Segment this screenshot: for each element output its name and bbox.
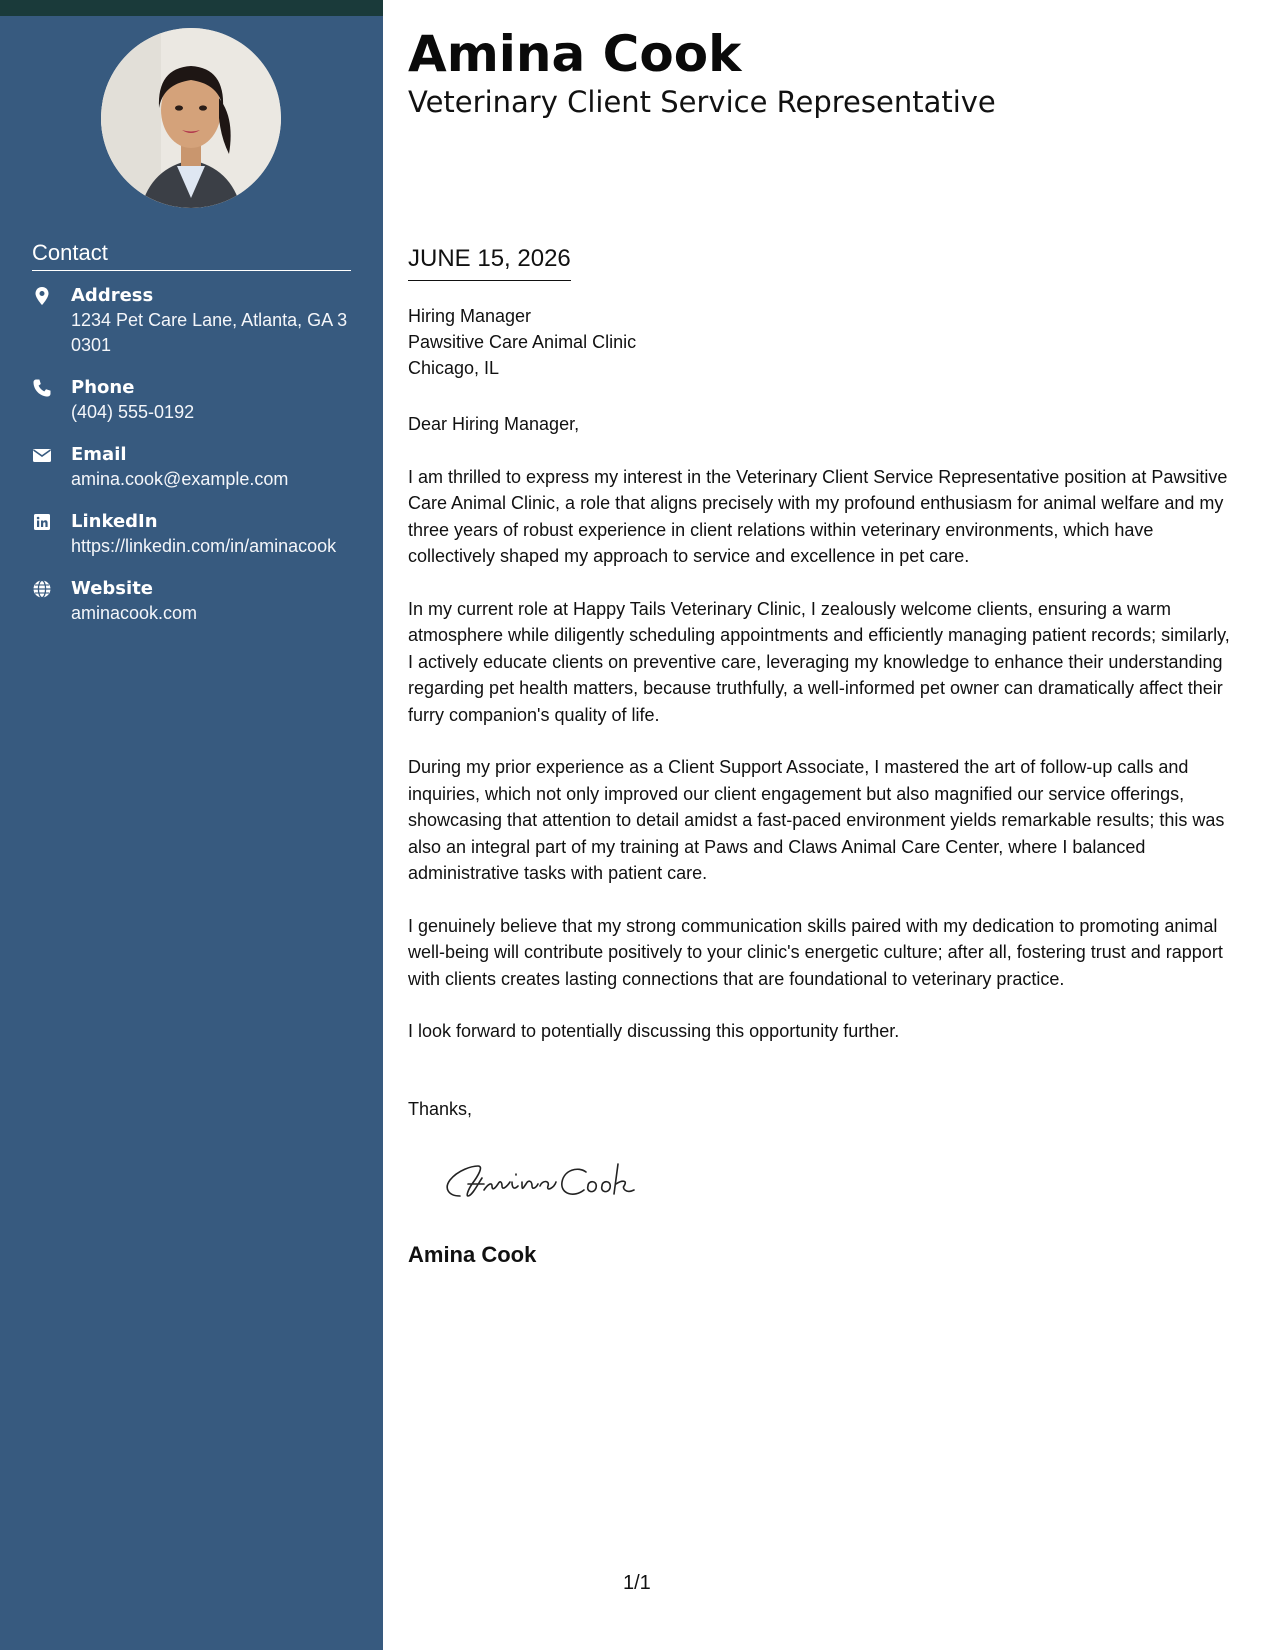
contact-website	[32, 577, 352, 626]
page-number: 1/1	[623, 1572, 651, 1594]
letter-paragraph: I am thrilled to express my interest in the Veterinary Client Service Representative position at Pawsitive Care Animal Clinic, a role that aligns precisely with my profound enthusiasm for animal welfare and my three years of robust experience in client relations within veterinary environments, which have collectively shaped my approach to service and excellence in pet care.	[408, 466, 1228, 566]
contact-linkedin-label: LinkedIn	[71, 511, 158, 532]
contact-address	[32, 284, 352, 358]
applicant-name: Amina Cook	[408, 25, 742, 83]
contact-address-label: Address	[71, 285, 154, 306]
letter-paragraph: In my current role at Happy Tails Veterinary Clinic, I zealously welcome clients, ensuring a warm atmosphere while diligently scheduling appointments and efficiently managing patient records; similarly, I actively educate clients on preventive care, leveraging my knowledge to enhance their understanding regarding pet health matters, because truthfully, a well-informed pet owner can dramatically affect their furry companion's quality of life.	[408, 598, 1230, 725]
salutation: Dear Hiring Manager,	[408, 414, 580, 434]
phone-icon	[32, 378, 52, 398]
recipient-company: Pawsitive Care Animal Clinic	[408, 332, 637, 352]
contact-phone	[32, 376, 352, 425]
letter-paragraph: I genuinely believe that my strong communication skills paired with my dedication to promoting animal well-being will contribute positively to your clinic's energetic culture; after all, fostering trust and rapport with clients creates lasting connections that are foundational to veterinary practice.	[408, 915, 1223, 989]
recipient-name: Hiring Manager	[408, 306, 532, 326]
recipient-block	[408, 303, 636, 381]
sidebar-top-accent	[0, 0, 383, 16]
map-pin-icon	[32, 286, 52, 306]
contact-phone-value: (404) 555-0192	[71, 402, 195, 422]
signature	[438, 1150, 668, 1210]
contact-phone-label: Phone	[71, 377, 135, 398]
contact-heading: Contact	[32, 240, 351, 271]
envelope-icon	[32, 445, 52, 465]
avatar	[101, 28, 281, 208]
contact-list	[32, 284, 352, 644]
recipient-location: Chicago, IL	[408, 358, 500, 378]
sidebar	[0, 0, 383, 1650]
contact-linkedin	[32, 510, 352, 559]
contact-email	[32, 443, 352, 492]
letter-paragraph: I look forward to potentially discussing this opportunity further.	[408, 1021, 900, 1041]
contact-email-value[interactable]: amina.cook@example.com	[71, 469, 289, 489]
signer-name: Amina Cook	[408, 1242, 537, 1267]
letter-paragraph: During my prior experience as a Client Support Associate, I mastered the art of follow-up calls and inquiries, which not only improved our client engagement but also magnified our service offerings, showcasing that attention to detail amidst a fast-paced environment yields remarkable results; this was also an integral part of my training at Paws and Claws Animal Care Center, where I balanced administrative tasks with patient care.	[408, 757, 1225, 883]
globe-icon	[32, 579, 52, 599]
job-title: Veterinary Client Service Representative	[408, 85, 996, 119]
contact-linkedin-value[interactable]: https://linkedin.com/in/aminacook	[71, 536, 337, 556]
profile-photo	[101, 28, 281, 208]
linkedin-icon	[32, 512, 52, 532]
contact-email-label: Email	[71, 444, 127, 465]
contact-address-value: 1234 Pet Care Lane, Atlanta, GA 30301	[71, 310, 348, 355]
letter-body	[408, 411, 1238, 1071]
contact-website-label: Website	[71, 578, 154, 599]
closing: Thanks,	[408, 1099, 473, 1119]
letter-date: JUNE 15, 2026	[408, 244, 571, 281]
contact-website-value[interactable]: aminacook.com	[71, 603, 198, 623]
